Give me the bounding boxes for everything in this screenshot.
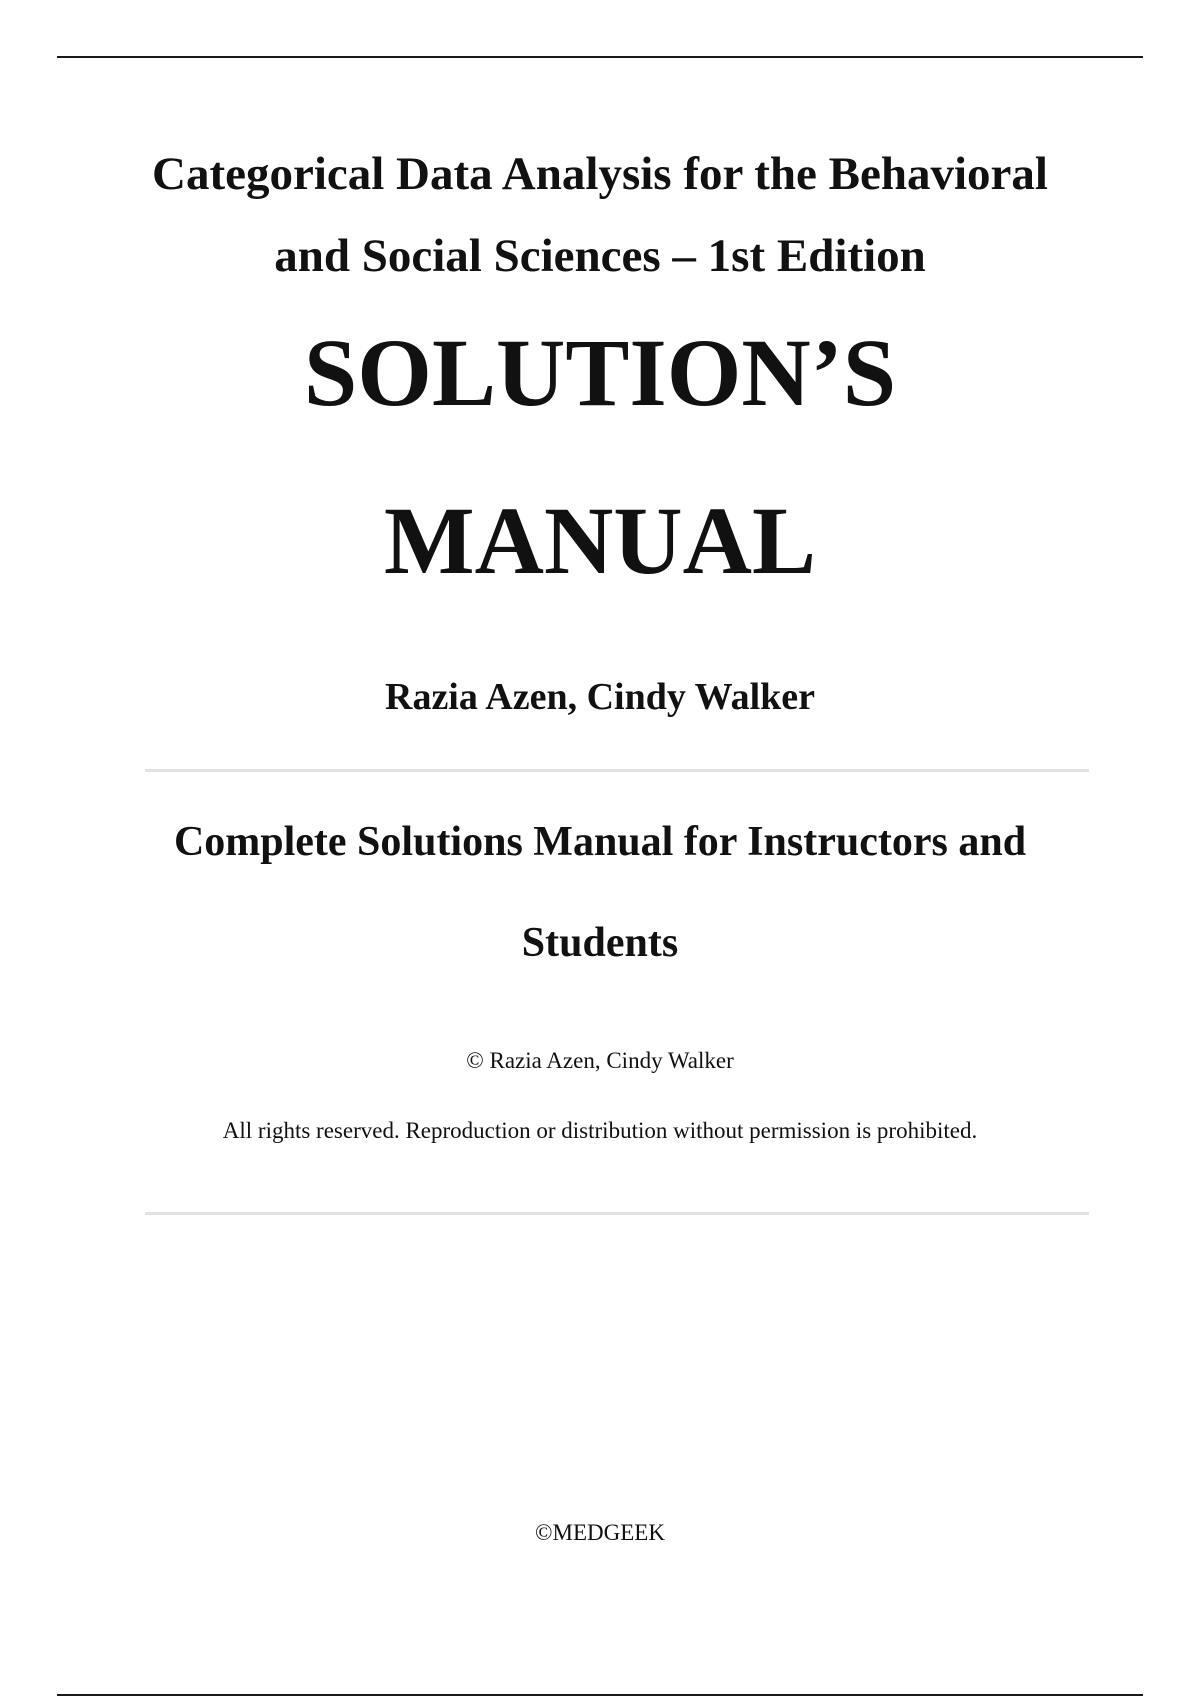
subtitle-line-1: Complete Solutions Manual for Instructors and	[173, 819, 1027, 865]
top-rule	[57, 56, 1143, 58]
manual-heading-line-1: SOLUTION’S	[303, 319, 897, 426]
book-title-line-1: Categorical Data Analysis for the Behavioral	[152, 148, 1048, 200]
divider-upper	[145, 769, 1089, 772]
subtitle-line-2: Students	[521, 920, 679, 966]
bottom-rule	[57, 1694, 1143, 1696]
rights-statement: All rights reserved. Reproduction or distribution without permission is prohibited.	[222, 1118, 978, 1143]
footer-watermark: ©MEDGEEK	[535, 1520, 665, 1545]
divider-lower	[145, 1212, 1089, 1215]
book-title-line-2: and Social Sciences – 1st Edition	[274, 230, 926, 282]
copyright-notice: © Razia Azen, Cindy Walker	[466, 1048, 734, 1073]
manual-heading-line-2: MANUAL	[384, 487, 816, 594]
authors: Razia Azen, Cindy Walker	[385, 676, 815, 718]
